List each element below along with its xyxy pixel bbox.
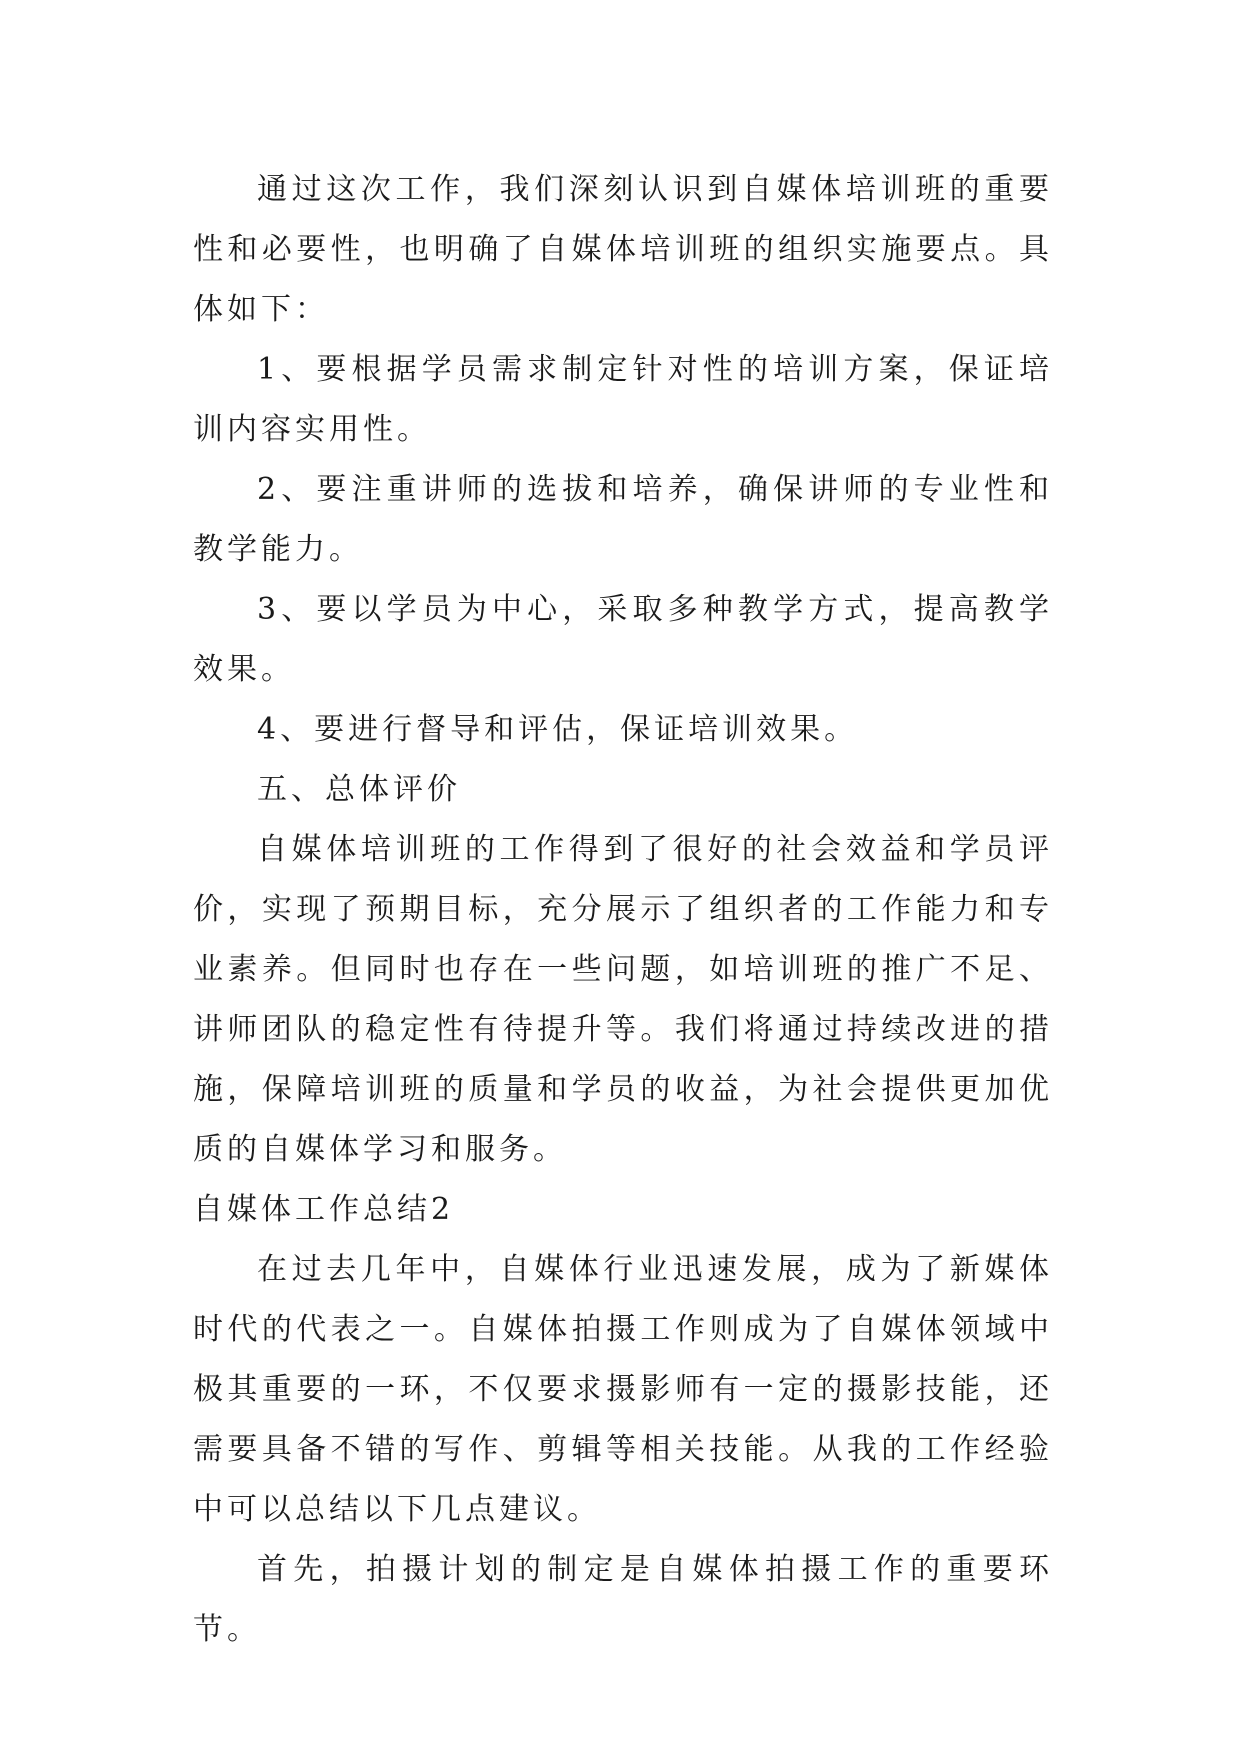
list-item-3: 3、要以学员为中心，采取多种教学方式，提高教学效果。 — [193, 592, 1053, 687]
paragraph-summary-intro: 通过这次工作，我们深刻认识到自媒体培训班的重要性和必要性，也明确了自媒体培训班的组织实施要点。具体如下： — [193, 172, 1053, 327]
document-body — [193, 160, 1053, 1660]
paragraph-first-point: 首先，拍摄计划的制定是自媒体拍摄工作的重要环节。 — [193, 1552, 1053, 1647]
list-item-1: 1、要根据学员需求制定针对性的培训方案，保证培训内容实用性。 — [193, 352, 1053, 447]
list-item-2: 2、要注重讲师的选拔和培养，确保讲师的专业性和教学能力。 — [193, 472, 1053, 567]
section-heading-overall-evaluation: 五、总体评价 — [257, 772, 461, 807]
paragraph-overall-evaluation: 自媒体培训班的工作得到了很好的社会效益和学员评价，实现了预期目标，充分展示了组织者的工作能力和专业素养。但同时也存在一些问题，如培训班的推广不足、讲师团队的稳定性有待提升等。我们将通过持续改进的措施，保障培训班的质量和学员的收益，为社会提供更加优质的自媒体学习和服务。 — [193, 832, 1053, 1167]
document-subtitle: 自媒体工作总结2 — [193, 1192, 455, 1227]
list-item-4: 4、要进行督导和评估，保证培训效果。 — [257, 712, 859, 747]
paragraph-intro-2: 在过去几年中，自媒体行业迅速发展，成为了新媒体时代的代表之一。自媒体拍摄工作则成为了自媒体领域中极其重要的一环，不仅要求摄影师有一定的摄影技能，还需要具备不错的写作、剪辑等相关技能。从我的工作经验中可以总结以下几点建议。 — [193, 1252, 1053, 1527]
